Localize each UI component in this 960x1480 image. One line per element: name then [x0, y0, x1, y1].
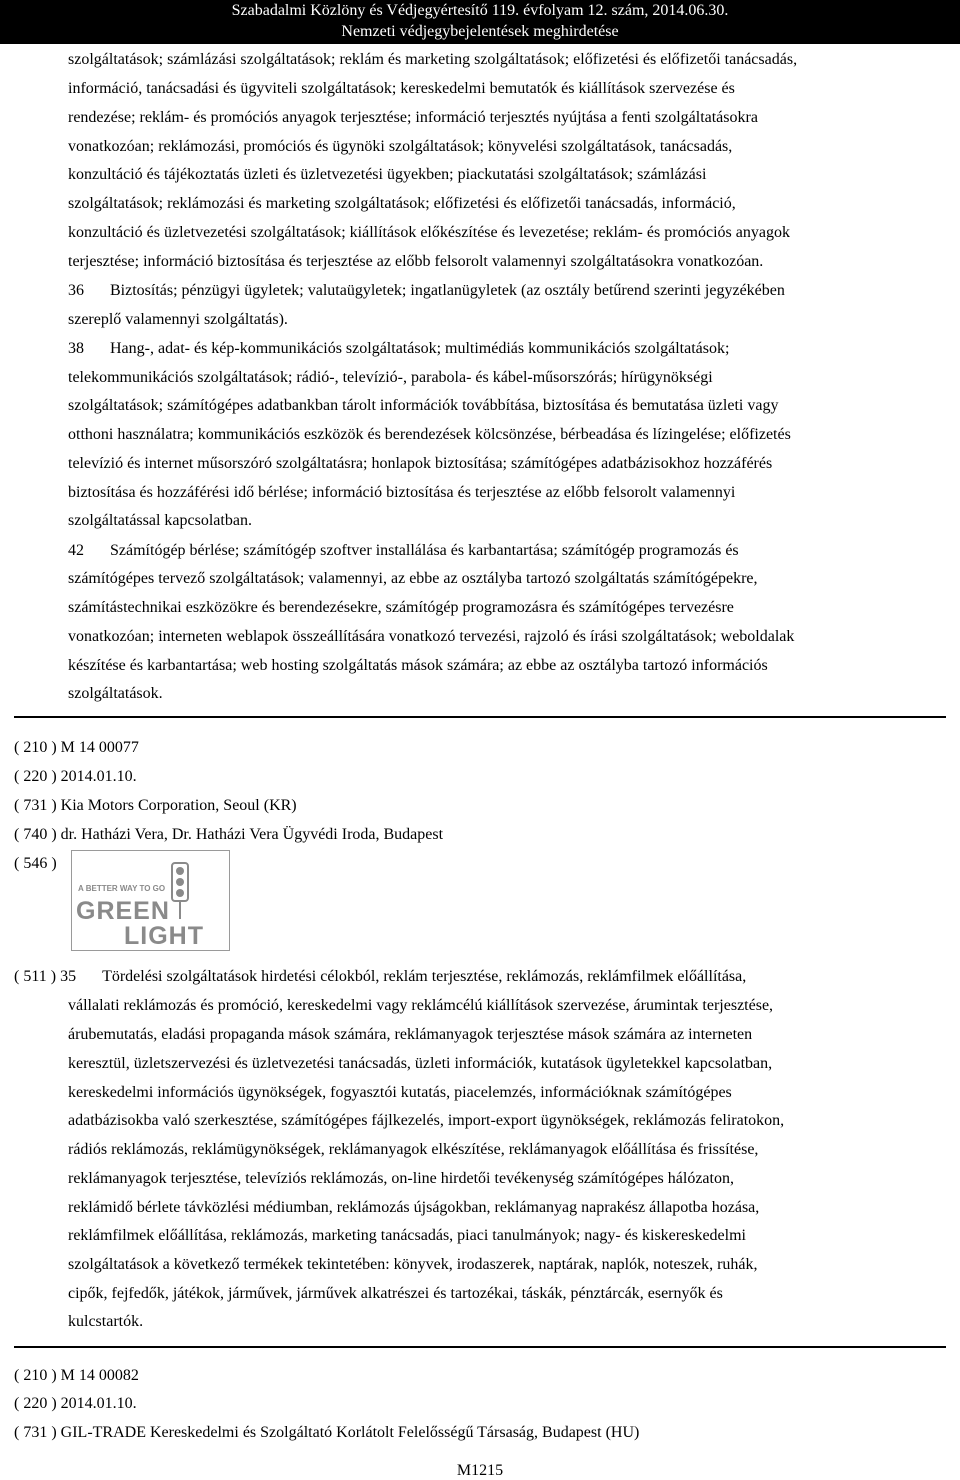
text-line: adatbázisokba való szerkesztése, számítógépes fájlkezelés, import-export ügynökségek, reklámozás feliratokon,: [68, 1112, 785, 1129]
field-731: ( 731 ) Kia Motors Corporation, Seoul (KR): [14, 797, 297, 814]
text-line: vonatkozóan; reklámozási, promóciós és ügynöki szolgáltatások; könyvelési szolgáltatások, tanácsadás,: [68, 138, 733, 155]
journal-title: Szabadalmi Közlöny és Védjegyértesítő 119. évfolyam 12. szám, 2014.06.30.: [231, 2, 729, 19]
text-line: szolgáltatások; számítógépes adatbankban tárolt információk továbbítása, biztosítása és bemutatása üzleti vagy: [68, 397, 779, 414]
text-line: számítástechnikai eszközökre és berendezésekre, számítógép programozásra és számítógépes tervezésre: [68, 599, 734, 616]
field-210: ( 210 ) M 14 00077: [14, 739, 139, 756]
green-light-logo-icon: [72, 851, 229, 950]
class-text: Számítógép bérlése; számítógép szoftver installálása és karbantartása; számítógép programozás és: [110, 542, 739, 559]
trademark-logo: [71, 850, 230, 951]
page-header: [0, 0, 960, 44]
text-line: keresztül, üzletszervezési és üzletvezetési tanácsadás, üzleti információk, kutatások ügyletekkel kapcsolatban,: [68, 1055, 773, 1072]
field-511-label: ( 511 ): [14, 968, 57, 985]
text-line: televízió és internet műsorszóró szolgáltatásra; honlapok biztosítása; számítógépes adatbázisokhoz hozzáférés: [68, 455, 773, 472]
text-line: konzultáció és tájékoztatás üzleti és üzletvezetési ügyekben; piackutatási szolgáltatások; számlázási: [68, 166, 707, 183]
text-line: szolgáltatással kapcsolatban.: [68, 512, 252, 529]
separator-rule: [14, 1346, 946, 1348]
text-line: terjesztése; információ biztosítása és terjesztése az előbb felsorolt valamennyi szolgáltatásokra vonatkozóan.: [68, 253, 764, 270]
class-number: 36: [68, 282, 84, 299]
field-546: ( 546 ): [14, 855, 57, 872]
text-line: szolgáltatások.: [68, 685, 163, 702]
text-line: telekommunikációs szolgáltatások; rádió-, televízió-, parabola- és kábel-műsorszórás; hírügynökségi: [68, 369, 713, 386]
class-42-first-line: [68, 541, 739, 561]
class-38-first-line: [68, 339, 729, 359]
field-210: ( 210 ) M 14 00082: [14, 1367, 139, 1384]
text-line: kereskedelmi információs ügynökségek, fogyasztói kutatás, piacelemzés, információknak számítógépes: [68, 1084, 732, 1101]
class-number: 42: [68, 542, 84, 559]
text-line: rendezése; reklám- és promóciós anyagok terjesztése; információ terjesztés nyújtása a fenti szolgáltatásokra: [68, 109, 758, 126]
text-line: vonatkozóan; interneten weblapok összeállítására vonatkozó tervezési, rajzoló és írási szolgáltatások; weboldalak: [68, 628, 795, 645]
text-line: konzultáció és üzletvezetési szolgáltatások; kiállítások előkészítése és levezetése; reklám- és promóciós anyagok: [68, 224, 790, 241]
class-text: Hang-, adat- és kép-kommunikációs szolgáltatások; multimédiás kommunikációs szolgáltatások;: [110, 340, 730, 357]
text-line: reklámanyagok terjesztése, televíziós reklámozás, on-line hirdetői tevékenység számítógépes hálózaton,: [68, 1170, 734, 1187]
logo-word-light: LIGHT: [124, 922, 204, 950]
text-line: szereplő valamennyi szolgáltatás).: [68, 311, 288, 328]
text-line: szolgáltatások a következő termékek tekintetében: könyvek, irodaszerek, naptárak, naplók, noteszek, ruhák,: [68, 1256, 758, 1273]
logo-tagline: A BETTER WAY TO GO: [78, 884, 166, 893]
field-220: ( 220 ) 2014.01.10.: [14, 768, 137, 785]
class-number: 35: [60, 968, 77, 985]
text-line: szolgáltatások; reklámozási és marketing szolgáltatások; előfizetési és előfizetői tanácsadás, információ,: [68, 195, 736, 212]
class-36-first-line: [68, 281, 785, 301]
text-line: árubemutatás, eladási propaganda mások számára, reklámanyagok terjesztése mások számára az interneten: [68, 1026, 753, 1043]
text-line: rádiós reklámozás, reklámügynökségek, reklámanyagok elkészítése, reklámanyagok előállítása és frissítése,: [68, 1141, 759, 1158]
text-line: kulcstartók.: [68, 1313, 144, 1330]
text-line: számítógépes tervező szolgáltatások; valamennyi, az ebbe az osztályba tartozó szolgáltatás számítógépekre,: [68, 570, 758, 587]
field-740: ( 740 ) dr. Hatházi Vera, Dr. Hatházi Vera Ügyvédi Iroda, Budapest: [14, 826, 444, 843]
text-line: készítése és karbantartása; web hosting szolgáltatás mások számára; az ebbe az osztályba tartozó információs: [68, 657, 768, 674]
class-text: Tördelési szolgáltatások hirdetési célokból, reklám terjesztése, reklámozás, reklámfilmek előállítása,: [102, 968, 747, 985]
text-line: vállalati reklámozás és promóció, kereskedelmi vagy reklámcélú kiállítások szervezése, árumintak terjesztése,: [68, 997, 774, 1014]
logo-word-green: GREEN: [76, 897, 170, 925]
field-731: ( 731 ) GIL-TRADE Kereskedelmi és Szolgáltató Korlátolt Felelősségű Társaság, Budapest (HU): [14, 1424, 640, 1441]
class-text: Biztosítás; pénzügyi ügyletek; valutaügyletek; ingatlanügyletek (az osztály betűrend szerinti jegyzékében: [110, 282, 785, 299]
text-line: otthoni használatra; kommunikációs eszközök és berendezések kölcsönzése, bérbeadása és lízingelése; előfizetés: [68, 426, 791, 443]
text-line: szolgáltatások; számlázási szolgáltatások; reklám és marketing szolgáltatások; előfizetési és előfizetői tanácsadás,: [68, 51, 798, 68]
text-line: biztosítása és hozzáférési idő bérlése; információ biztosítása és terjesztése az előbb felsorolt valamennyi: [68, 484, 736, 501]
text-line: cipők, fejfedők, játékok, járművek, járművek alkatrészei és tartozékai, táskák, pénztárcák, esernyők és: [68, 1285, 723, 1302]
page-number: M1215: [456, 1462, 504, 1479]
class-number: 38: [68, 340, 84, 357]
text-line: reklámfilmek előállítása, reklámozás, marketing tanácsadás, piaci tanulmányok; nagy- és kiskereskedelmi: [68, 1227, 746, 1244]
field-511-first-line: [14, 967, 746, 987]
section-title: Nemzeti védjegybejelentések meghirdetése: [341, 23, 619, 40]
field-220: ( 220 ) 2014.01.10.: [14, 1395, 137, 1412]
text-line: információ, tanácsadási és ügyviteli szolgáltatások; kereskedelmi bemutatók és kiállítások szervezése és: [68, 80, 735, 97]
text-line: reklámidő bérlete távközlési médiumban, reklámozás újságokban, reklámanyag naprakész állapotba hozása,: [68, 1199, 760, 1216]
separator-rule: [14, 716, 946, 718]
